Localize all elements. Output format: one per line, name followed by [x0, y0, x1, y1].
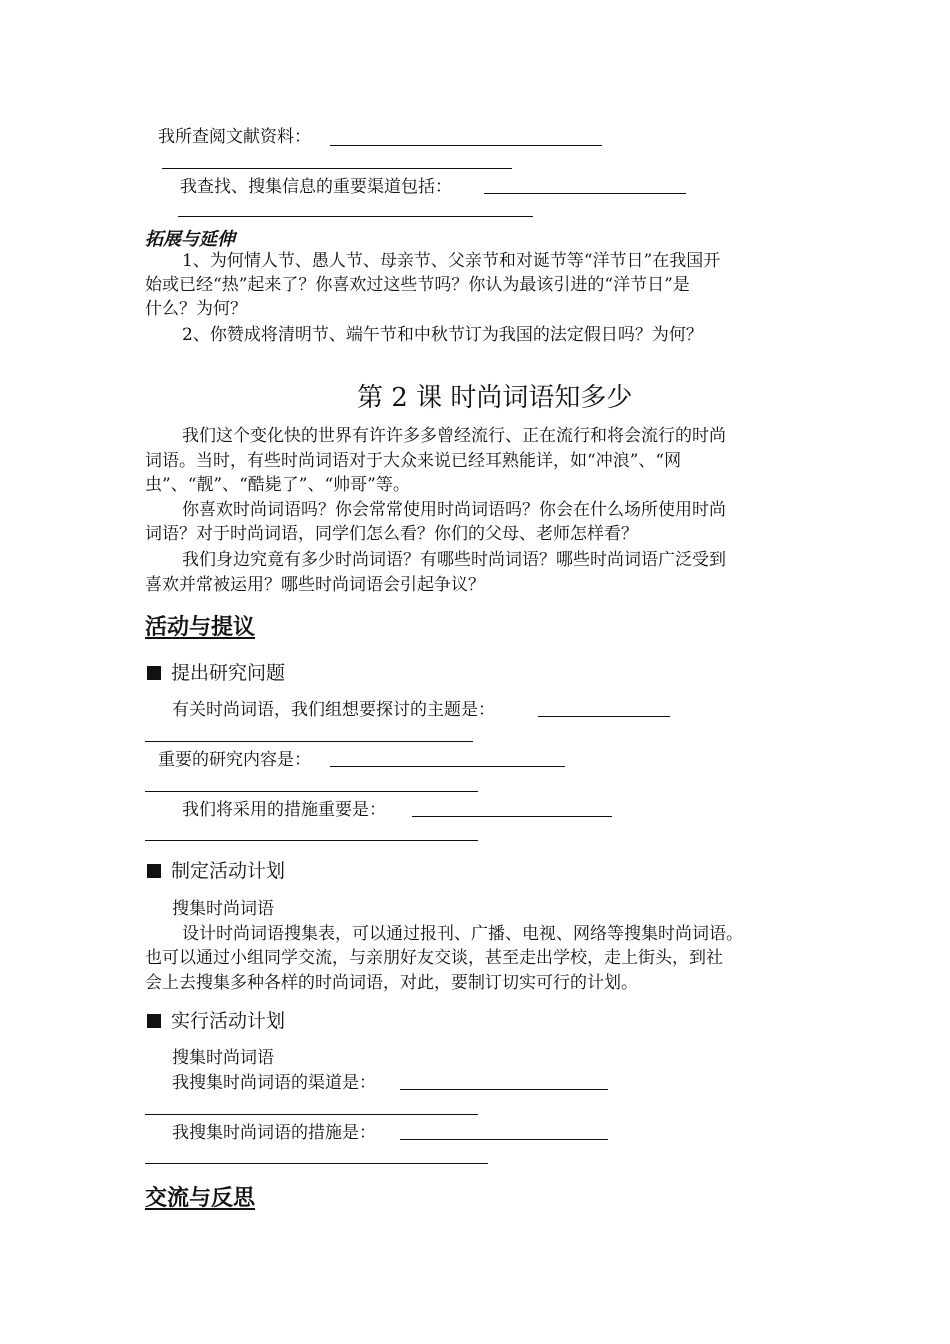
measures-label: 我们将采用的措施重要是： — [182, 800, 386, 820]
lesson-p2-line2: 词语？对于时尚词语，同学们怎么看？你们的父母、老师怎样看？ — [145, 524, 638, 544]
section-research-question — [147, 660, 285, 686]
content-label: 重要的研究内容是： — [158, 750, 311, 770]
topic-blank-2[interactable] — [145, 741, 473, 742]
plan-line2: 也可以通过小组同学交流，与亲朋好友交谈，甚至走出学校，走上街头，到社 — [145, 948, 723, 968]
references-blank-2[interactable] — [162, 168, 512, 169]
execute-measures-label: 我搜集时尚词语的措施是： — [172, 1123, 376, 1143]
lesson-p1-line2: 词语。当时，有些时尚词语对于大众来说已经耳熟能详，如“冲浪”、“网 — [145, 451, 682, 471]
extension-q1-line3: 什么？为何？ — [145, 299, 247, 319]
section-plan — [147, 858, 285, 884]
section-research-question-title: 提出研究问题 — [171, 662, 286, 684]
plan-line1: 设计时尚词语搜集表，可以通过报刊、广播、电视、网络等搜集时尚词语。 — [182, 924, 743, 944]
section-execute — [147, 1008, 285, 1034]
square-bullet-icon — [147, 1014, 161, 1028]
execute-measures-blank-2[interactable] — [145, 1163, 488, 1164]
execute-subtitle: 搜集时尚词语 — [172, 1048, 274, 1068]
section-plan-title: 制定活动计划 — [171, 860, 286, 882]
extension-heading: 拓展与延伸 — [145, 229, 235, 250]
extension-q1-line1: 1、为何情人节、愚人节、母亲节、父亲节和对诞节等“洋节日”在我国开 — [182, 251, 721, 271]
section-execute-title: 实行活动计划 — [171, 1010, 286, 1032]
execute-channels-blank-2[interactable] — [145, 1114, 478, 1115]
lesson-p1-line1: 我们这个变化快的世界有许许多多曾经流行、正在流行和将会流行的时尚 — [182, 426, 726, 446]
topic-blank[interactable] — [538, 716, 670, 717]
reflection-heading: 交流与反思 — [145, 1186, 256, 1211]
square-bullet-icon — [147, 666, 161, 680]
lesson-p3-line1: 我们身边究竟有多少时尚词语？有哪些时尚词语？哪些时尚词语广泛受到 — [182, 550, 726, 570]
execute-measures-blank[interactable] — [400, 1139, 608, 1140]
extension-q1-line2: 始或已经“热”起来了？你喜欢过这些节吗？你认为最该引进的“洋节日”是 — [145, 275, 690, 295]
execute-channels-blank[interactable] — [400, 1089, 608, 1090]
activity-heading: 活动与提议 — [145, 615, 256, 640]
plan-subtitle: 搜集时尚词语 — [172, 899, 274, 919]
lesson-title: 第 2 课 时尚词语知多少 — [357, 383, 633, 413]
channels-blank-2[interactable] — [178, 216, 533, 217]
content-blank-2[interactable] — [145, 791, 478, 792]
channels-blank[interactable] — [484, 193, 686, 194]
plan-line3: 会上去搜集多种各样的时尚词语，对此，要制订切实可行的计划。 — [145, 973, 638, 993]
references-label: 我所查阅文献资料： — [158, 127, 311, 147]
extension-q2: 2、你赞成将清明节、端午节和中秋节订为我国的法定假日吗？为何？ — [182, 325, 703, 345]
square-bullet-icon — [147, 864, 161, 878]
topic-label: 有关时尚词语，我们组想要探讨的主题是： — [172, 700, 495, 720]
measures-blank-2[interactable] — [145, 840, 478, 841]
execute-channels-label: 我搜集时尚词语的渠道是： — [172, 1073, 376, 1093]
lesson-p3-line2: 喜欢并常被运用？哪些时尚词语会引起争议？ — [145, 575, 485, 595]
lesson-p2-line1: 你喜欢时尚词语吗？你会常常使用时尚词语吗？你会在什么场所使用时尚 — [182, 500, 726, 520]
measures-blank[interactable] — [412, 816, 612, 817]
lesson-p1-line3: 虫”、“靓”、“酷毙了”、“帅哥”等。 — [145, 475, 410, 495]
content-blank[interactable] — [330, 766, 565, 767]
references-blank[interactable] — [330, 145, 602, 146]
channels-label: 我查找、搜集信息的重要渠道包括： — [180, 177, 452, 197]
